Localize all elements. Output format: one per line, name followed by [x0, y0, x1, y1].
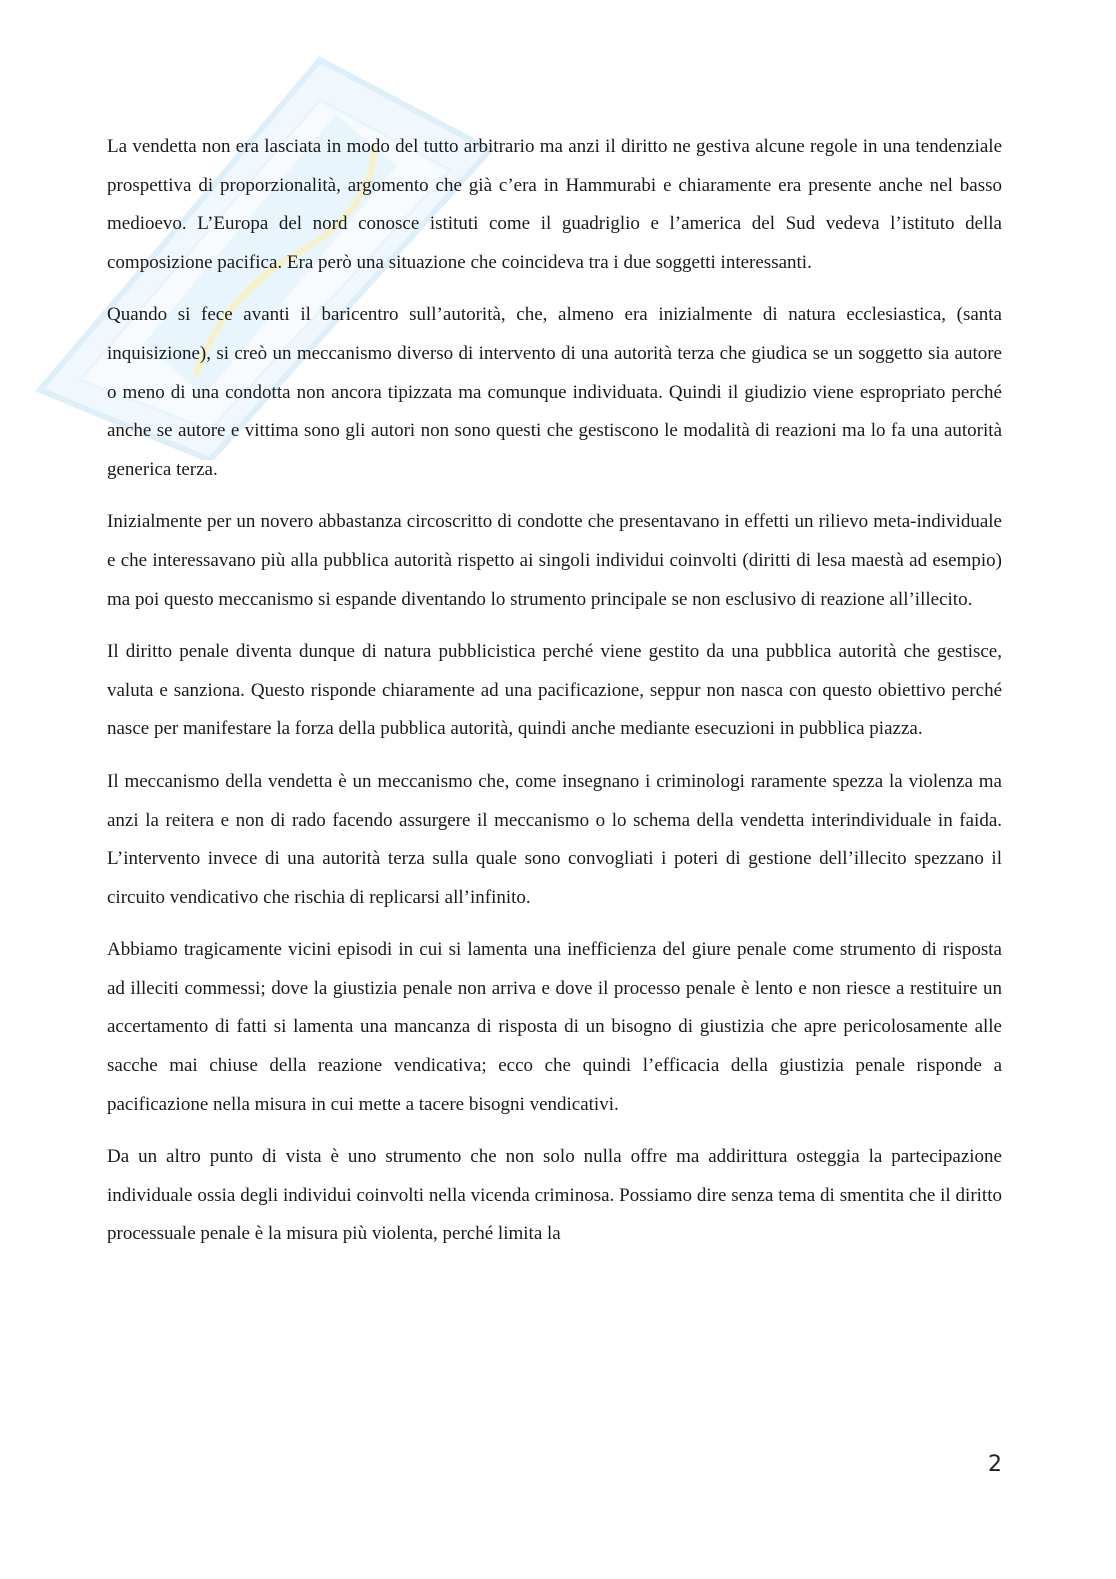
page-number: 2: [988, 1452, 1002, 1477]
paragraph: Il meccanismo della vendetta è un meccanismo che, come insegnano i criminologi raramente spezza la violenza ma anzi la reitera e non di rado facendo assurgere il meccanismo o lo schema della vendetta interindividuale in faida. L’intervento invece di una autorità terza sulla quale sono convogliati i poteri di gestione dell’illecito spezzano il circuito vendicativo che rischia di replicarsi all’infinito.: [107, 770, 1002, 908]
paragraph: Da un altro punto di vista è uno strumento che non solo nulla offre ma addirittura osteggia la partecipazione individuale ossia degli individui coinvolti nella vicenda criminosa. Possiamo dire senza tema di smentita che il diritto processuale penale è la misura più violenta, perché limita la: [107, 1146, 1002, 1245]
paragraph: La vendetta non era lasciata in modo del tutto arbitrario ma anzi il diritto ne gestiva alcune regole in una tendenziale prospettiva di proporzionalità, argomento che già c’era in Hammurabi e chiaramente era presente anche nel basso medioevo. L’Europa del nord conosce istituti come il guadriglio e l’america del Sud vedeva l’istituto della composizione pacifica. Era però una situazione che coincideva tra i due soggetti interessanti.: [107, 136, 1002, 273]
paragraph: Quando si fece avanti il baricentro sull’autorità, che, almeno era inizialmente di natura ecclesiastica, (santa inquisizione), si creò un meccanismo diverso di intervento di una autorità terza che giudica se un soggetto sia autore o meno di una condotta non ancora tipizzata ma comunque individuata. Quindi il giudizio viene espropriato perché anche se autore e vittima sono gli autori non sono questi che gestiscono le modalità di reazioni ma lo fa una autorità generica terza.: [107, 304, 1002, 480]
paragraph: Inizialmente per un novero abbastanza circoscritto di condotte che presentavano in effetti un rilievo meta-individuale e che interessavano più alla pubblica autorità rispetto ai singoli individui coinvolti (diritti di lesa maestà ad esempio) ma poi questo meccanismo si espande diventando lo strumento principale se non esclusivo di reazione all’illecito.: [107, 511, 1002, 610]
paragraph: Abbiamo tragicamente vicini episodi in cui si lamenta una inefficienza del giure penale come strumento di risposta ad illeciti commessi; dove la giustizia penale non arriva e dove il processo penale è lento e non riesce a restituire un accertamento di fatti si lamenta una mancanza di risposta di un bisogno di giustizia che apre pericolosamente alle sacche mai chiuse della reazione vendicativa; ecco che quindi l’efficacia della giustizia penale risponde a pacificazione nella misura in cui mette a tacere bisogni vendicativi.: [107, 939, 1002, 1115]
paragraph: Il diritto penale diventa dunque di natura pubblicistica perché viene gestito da una pubblica autorità che gestisce, valuta e sanziona. Questo risponde chiaramente ad una pacificazione, seppur non nasca con questo obiettivo perché nasce per manifestare la forza della pubblica autorità, quindi anche mediante esecuzioni in pubblica piazza.: [107, 641, 1002, 740]
document-body: [107, 128, 1002, 1268]
